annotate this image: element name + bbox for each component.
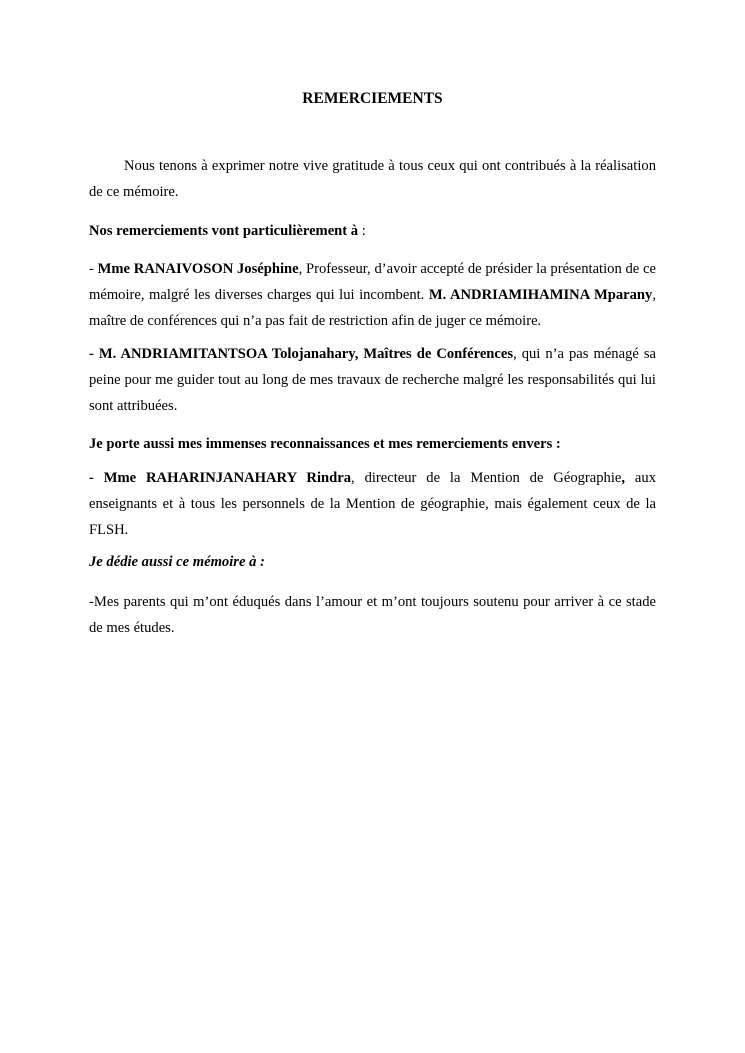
thanks-paragraph-2 [89, 341, 656, 419]
thanks-heading-colon: : [358, 223, 366, 239]
dedication-heading: Je dédie aussi ce mémoire à : [89, 554, 265, 570]
thanks-heading-bold: Nos remerciements vont particulièrement à [89, 223, 359, 239]
person-name-4: - Mme RAHARINJANAHARY Rindra [89, 470, 352, 486]
person-name-3: - M. ANDRIAMITANTSOA Tolojanahary, Maîtres de Conférences [89, 346, 514, 362]
person-name-1: Mme RANAIVOSON Joséphine [97, 261, 299, 277]
paragraph-text: , qui n’a pas ménagé sa peine pour me guider tout au long de mes travaux de recherche malgré les responsabilités qui lui sont attribuées. [89, 346, 656, 414]
intro-paragraph: Nous tenons à exprimer notre vive gratitude à tous ceux qui ont contribués à la réalisation de ce mémoire. [89, 158, 656, 200]
paragraph-text: , directeur de la Mention de Géographie [351, 470, 622, 486]
dash: - [89, 261, 98, 277]
thanks-paragraph-1 [89, 256, 656, 334]
paragraph-text: , maître de conférences qui n’a pas fait de restriction afin de juger ce mémoire. [89, 287, 656, 329]
person-name-2: M. ANDRIAMIHAMINA Mparany [428, 287, 653, 303]
paragraph-text: aux enseignants et à tous les personnels de la Mention de géographie, mais également ceux de la FLSH. [89, 470, 656, 538]
dedication-paragraph: -Mes parents qui m’ont éduqués dans l’amour et m’ont toujours soutenu pour arriver à ce stade de mes études. [89, 594, 656, 636]
thanks-paragraph-3 [89, 465, 656, 543]
reconnaissance-heading: Je porte aussi mes immenses reconnaissances et mes remerciements envers : [89, 436, 561, 452]
page-title: REMERCIEMENTS [302, 90, 443, 107]
thanks-heading [89, 218, 656, 244]
paragraph-text: , Professeur, d’avoir accepté de présider la présentation de ce mémoire, malgré les diverses charges qui lui incombent. [89, 261, 656, 303]
bold-comma: , [621, 470, 626, 486]
